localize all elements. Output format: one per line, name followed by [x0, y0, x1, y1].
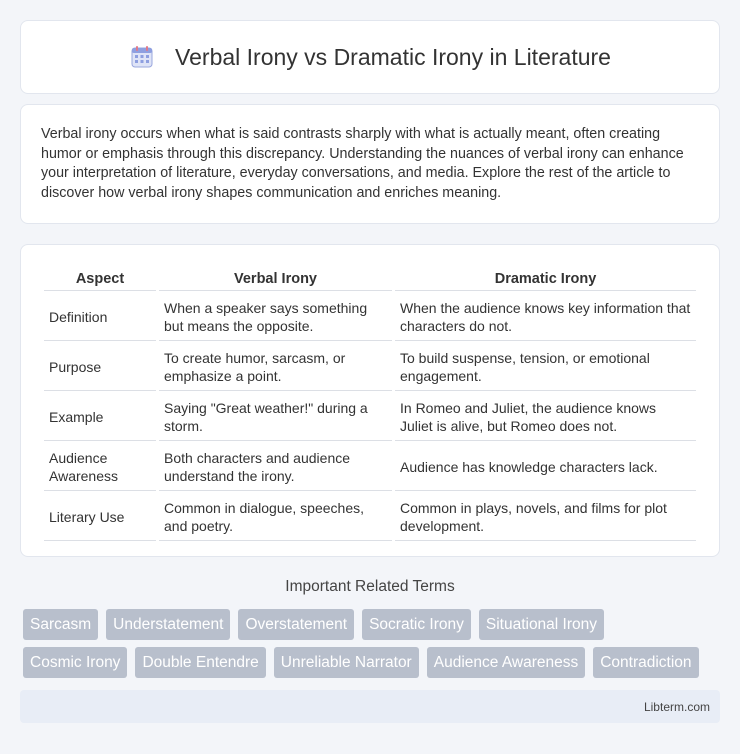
row-aspect-cell: Purpose — [44, 343, 156, 391]
table-header-row — [44, 265, 696, 291]
row-aspect-cell: Literary Use — [44, 493, 156, 541]
page-title: Verbal Irony vs Dramatic Irony in Literature — [175, 43, 611, 70]
header-dramatic-irony: Dramatic Irony — [395, 265, 696, 291]
tag-cosmic-irony[interactable]: Cosmic Irony — [23, 647, 127, 678]
related-terms-title: Important Related Terms — [285, 578, 455, 595]
row-verbal-cell: Both characters and audience understand the irony. — [159, 443, 392, 491]
intro-card — [20, 104, 720, 224]
table-row — [44, 293, 696, 341]
row-dramatic-cell: When the audience knows key information that characters do not. — [395, 293, 696, 341]
row-dramatic-cell: Common in plays, novels, and films for plot development. — [395, 493, 696, 541]
row-verbal-cell: To create humor, sarcasm, or emphasize a point. — [159, 343, 392, 391]
footer-site-link[interactable]: Libterm.com — [643, 699, 710, 714]
header-aspect: Aspect — [44, 265, 156, 291]
header-card — [20, 20, 720, 94]
row-aspect-cell: Audience Awareness — [44, 443, 156, 491]
comparison-table-card — [20, 244, 720, 557]
table-row — [44, 493, 696, 541]
table-row — [44, 343, 696, 391]
intro-paragraph: Verbal irony occurs when what is said contrasts sharply with what is actually meant, often creating humor or emphasis through this discrepancy. Understanding the nuances of verbal irony can enhance your interpretation of literature, everyday conversations, and media. Explore the rest of the article to discover how verbal irony shapes communication and enriches meaning. — [41, 126, 684, 201]
row-verbal-cell: Common in dialogue, speeches, and poetry. — [159, 493, 392, 541]
tag-unreliable-narrator[interactable]: Unreliable Narrator — [274, 647, 419, 678]
tag-situational-irony[interactable]: Situational Irony — [479, 609, 604, 640]
title-wrap — [129, 44, 611, 71]
row-dramatic-cell: To build suspense, tension, or emotional engagement. — [395, 343, 696, 391]
tag-overstatement[interactable]: Overstatement — [238, 609, 354, 640]
row-verbal-cell: Saying "Great weather!" during a storm. — [159, 393, 392, 441]
tag-audience-awareness[interactable]: Audience Awareness — [427, 647, 585, 678]
tag-double-entendre[interactable]: Double Entendre — [135, 647, 265, 678]
row-verbal-cell: When a speaker says something but means the opposite. — [159, 293, 392, 341]
tag-row — [23, 609, 723, 640]
calendar-grid-icon — [129, 44, 155, 70]
footer — [20, 690, 720, 723]
tag-contradiction[interactable]: Contradiction — [593, 647, 698, 678]
table-row — [44, 393, 696, 441]
tag-socratic-irony[interactable]: Socratic Irony — [362, 609, 471, 640]
row-dramatic-cell: In Romeo and Juliet, the audience knows Juliet is alive, but Romeo does not. — [395, 393, 696, 441]
row-aspect-cell: Definition — [44, 293, 156, 341]
table-row — [44, 443, 696, 491]
related-terms-tags — [23, 609, 723, 685]
row-aspect-cell: Example — [44, 393, 156, 441]
comparison-table — [41, 263, 699, 543]
tag-understatement[interactable]: Understatement — [106, 609, 230, 640]
tag-sarcasm[interactable]: Sarcasm — [23, 609, 98, 640]
tag-row — [23, 647, 723, 678]
header-verbal-irony: Verbal Irony — [159, 265, 392, 291]
row-dramatic-cell: Audience has knowledge characters lack. — [395, 443, 696, 491]
